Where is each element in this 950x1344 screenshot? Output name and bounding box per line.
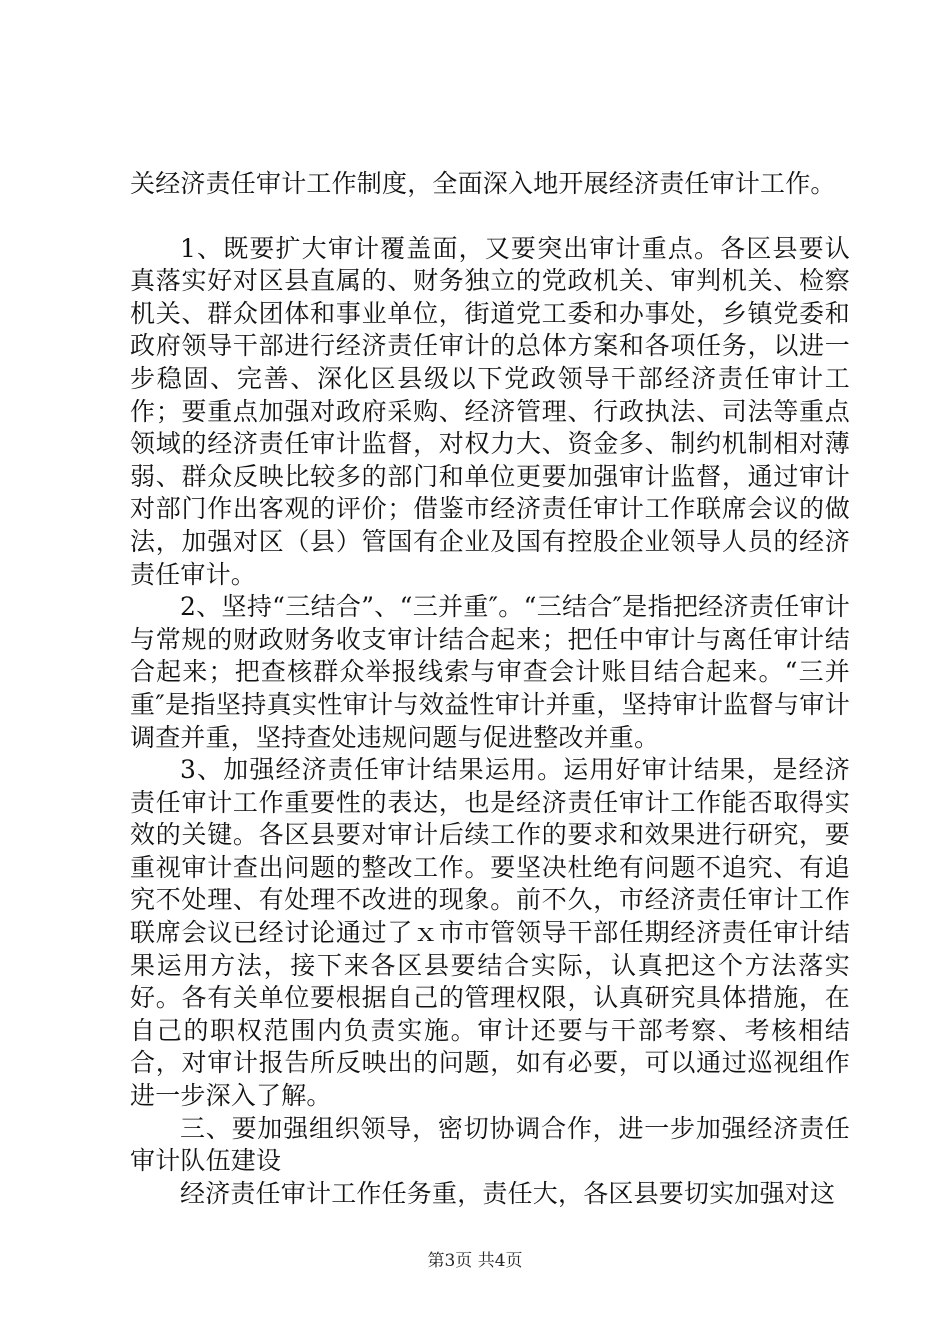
paragraph-continuation: 关经济责任审计工作制度，全面深入地开展经济责任审计工作。 [130,169,836,198]
body-text [130,168,850,1210]
paragraph-gap [130,201,850,233]
section-heading-3: 三、要加强组织领导，密切协调合作，进一步加强经济责任审计队伍建设 [130,1113,850,1176]
paragraph-item-2: 2、坚持“三结合”、“三并重″。“三结合″是指把经济责任审计与常规的财政财务收支审计结合起来；把任中审计与离任审计结合起来；把查核群众举报线索与审查会计账目结合起来。“三并重″是指坚持真实性审计与效益性审计并重，坚持审计监督与审计调查并重，坚持查处违规问题与促进整改并重。 [130,592,850,752]
paragraph-item-1: 1、既要扩大审计覆盖面，又要突出审计重点。各区县要认真落实好对区县直属的、财务独立的党政机关、审判机关、检察机关、群众团体和事业单位，街道党工委和办事处，乡镇党委和政府领导干部进行经济责任审计的总体方案和各项任务，以进一步稳固、完善、深化区县级以下党政领导干部经济责任审计工作；要重点加强对政府采购、经济管理、行政执法、司法等重点领域的经济责任审计监督，对权力大、资金多、制约机制相对薄弱、群众反映比较多的部门和单位更要加强审计监督，通过审计对部门作出客观的评价；借鉴市经济责任审计工作联席会议的做法，加强对区（县）管国有企业及国有控股企业领导人员的经济责任审计。 [130,233,850,589]
paragraph-section-3-start: 经济责任审计工作任务重，责任大，各区县要切实加强对这 [180,1178,836,1208]
page-footer: 第3页 共4页 [427,1251,523,1271]
paragraph-item-3: 3、加强经济责任审计结果运用。运用好审计结果，是经济责任审计工作重要性的表达，也是经济责任审计工作能否取得实效的关键。各区县要对审计后续工作的要求和效果进行研究，要重视审计查出问题的整改工作。要坚决杜绝有问题不追究、有追究不处理、有处理不改进的现象。前不久，市经济责任审计工作联席会议已经讨论通过了ｘ市市管领导干部任期经济责任审计结果运用方法，接下来各区县要结合实际，认真把这个方法落实好。各有关单位要根据自己的管理权限，认真研究具体措施，在自己的职权范围内负责实施。审计还要与干部考察、考核相结合，对审计报告所反映出的问题，如有必要，可以通过巡视组作进一步深入了解。 [130,755,850,1111]
